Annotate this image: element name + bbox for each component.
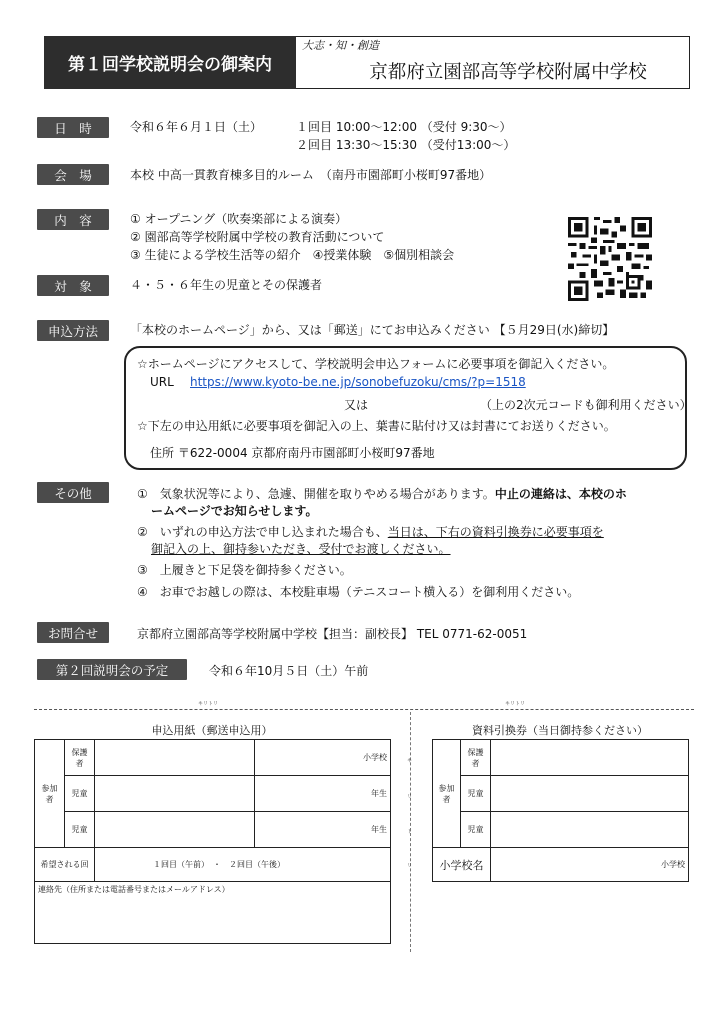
desired-session-options[interactable]: １回目（午前） ・ ２回目（午後） bbox=[95, 848, 391, 882]
second-session-date: 令和６年10月５日（土）午前 bbox=[209, 664, 369, 678]
contact-text: 京都府立園部高等学校附属中学校【担当：副校長】 TEL 0771-62-0051 bbox=[137, 627, 528, 641]
kiritori-v3: ト bbox=[407, 829, 413, 835]
target-text: ４・５・６年生の児童とその保護者 bbox=[130, 278, 323, 292]
participants-label: 参加者 bbox=[35, 740, 65, 848]
qr-code-icon[interactable] bbox=[568, 217, 652, 301]
label-apply: 申込方法 bbox=[37, 320, 109, 341]
school-motto: 大志・知・創造 bbox=[302, 39, 379, 52]
note-1-text: ① 気象状況等により、急遽、開催を取りやめる場合があります。 bbox=[137, 487, 495, 501]
guardian-label: 保護者 bbox=[65, 740, 95, 776]
school-suffix[interactable]: 小学校 bbox=[255, 740, 391, 776]
apply-mail-instruction: ☆下左の申込用紙に必要事項を御記入の上、葉書に貼付け又は封書にてお送りください。 bbox=[137, 419, 616, 433]
child-1-name-field[interactable] bbox=[95, 776, 255, 812]
venue-text: 本校 中高一貫教育棟多目的ルーム （南丹市園部町小桜町97番地） bbox=[130, 168, 492, 182]
url-label: URL bbox=[150, 375, 174, 389]
application-form bbox=[34, 739, 391, 944]
session-1: １回目 10:00～12:00 （受付 9:30～） bbox=[296, 120, 512, 134]
ticket-child-1-field[interactable] bbox=[491, 776, 689, 812]
or-text: 又は bbox=[344, 398, 369, 412]
note-2-cont: 御記入の上、御持参いただき、受付でお渡しください。 bbox=[151, 542, 451, 556]
grade-suffix-2[interactable]: 年生 bbox=[255, 812, 391, 848]
label-second-session: 第２回説明会の予定 bbox=[37, 659, 187, 680]
note-4: ④ お車でお越しの際は、本校駐車場（テニスコート横入る）を御利用ください。 bbox=[137, 585, 580, 599]
session-2: ２回目 13:30～15:30 （受付13:00～） bbox=[296, 138, 516, 152]
label-target: 対 象 bbox=[37, 275, 109, 296]
school-url-link[interactable]: https://www.kyoto-be.ne.jp/sonobefuzoku/cms/?p=1518 bbox=[190, 375, 526, 389]
content-line-2: ② 園部高等学校附属中学校の教育活動について bbox=[130, 230, 385, 244]
ticket-child-2-field[interactable] bbox=[491, 812, 689, 848]
label-other: その他 bbox=[37, 482, 109, 503]
note-1-cont: ームページでお知らせします。 bbox=[151, 504, 318, 518]
apply-text: 「本校のホームページ」から、又は「郵送」にてお申込みください 【５月29日(水)締切】 bbox=[130, 323, 615, 337]
label-datetime: 日 時 bbox=[37, 117, 109, 138]
apply-web-instruction: ☆ホームページにアクセスして、学校説明会申込フォームに必要事項を御記入ください。 bbox=[137, 357, 615, 371]
form-left-caption: 申込用紙（郵送申込用） bbox=[151, 724, 273, 737]
child-label-2: 児童 bbox=[65, 812, 95, 848]
exchange-ticket bbox=[432, 739, 689, 882]
ticket-child-label-2: 児童 bbox=[461, 812, 491, 848]
guardian-name-field[interactable] bbox=[95, 740, 255, 776]
label-content: 内 容 bbox=[37, 209, 109, 230]
note-2 bbox=[137, 524, 604, 540]
cut-line-horizontal bbox=[34, 709, 694, 710]
ticket-guardian-field[interactable] bbox=[491, 740, 689, 776]
ticket-school-field[interactable]: 小学校 bbox=[491, 848, 689, 882]
qr-note: （上の2次元コードも御利用ください） bbox=[480, 398, 692, 412]
ticket-participants-label: 参加者 bbox=[433, 740, 461, 848]
label-venue: 会 場 bbox=[37, 164, 109, 185]
kiritori-right: キリトリ bbox=[505, 701, 526, 707]
content-line-3: ③ 生徒による学校生活等の紹介 ④授業体験 ⑤個別相談会 bbox=[130, 248, 455, 262]
ticket-school-label: 小学校名 bbox=[433, 848, 491, 882]
page-title: 第１回学校説明会の御案内 bbox=[44, 36, 296, 89]
child-label-1: 児童 bbox=[65, 776, 95, 812]
note-2-underlined: 当日は、下右の資料引換券に必要事項を bbox=[387, 525, 604, 539]
grade-suffix-1[interactable]: 年生 bbox=[255, 776, 391, 812]
kiritori-v2: リ bbox=[407, 794, 413, 800]
kiritori-v4: リ bbox=[407, 863, 413, 869]
ticket-child-label-1: 児童 bbox=[461, 776, 491, 812]
note-2-text: ② いずれの申込方法で申し込まれた場合も、 bbox=[137, 525, 388, 539]
note-3: ③ 上履きと下足袋を御持参ください。 bbox=[137, 563, 352, 577]
note-1 bbox=[137, 486, 627, 502]
form-right-caption: 資料引換券（当日御持参ください） bbox=[472, 724, 648, 737]
note-1-bold: 中止の連絡は、本校のホ bbox=[494, 487, 627, 501]
event-date: 令和６年６月１日（土） bbox=[130, 120, 263, 134]
content-line-1: ① オープニング（吹奏楽部による演奏） bbox=[130, 212, 348, 226]
contact-field[interactable]: 連絡先（住所または電話番号またはメールアドレス） bbox=[35, 882, 391, 944]
label-contact: お問合せ bbox=[37, 622, 109, 643]
kiritori-left: キリトリ bbox=[198, 701, 219, 707]
child-2-name-field[interactable] bbox=[95, 812, 255, 848]
kiritori-v1: キ bbox=[407, 758, 413, 764]
school-name: 京都府立園部高等学校附属中学校 bbox=[369, 62, 647, 83]
mail-address: 住所 〒622-0004 京都府南丹市園部町小桜町97番地 bbox=[150, 446, 435, 460]
ticket-guardian-label: 保護者 bbox=[461, 740, 491, 776]
desired-session-label: 希望される回 bbox=[35, 848, 95, 882]
